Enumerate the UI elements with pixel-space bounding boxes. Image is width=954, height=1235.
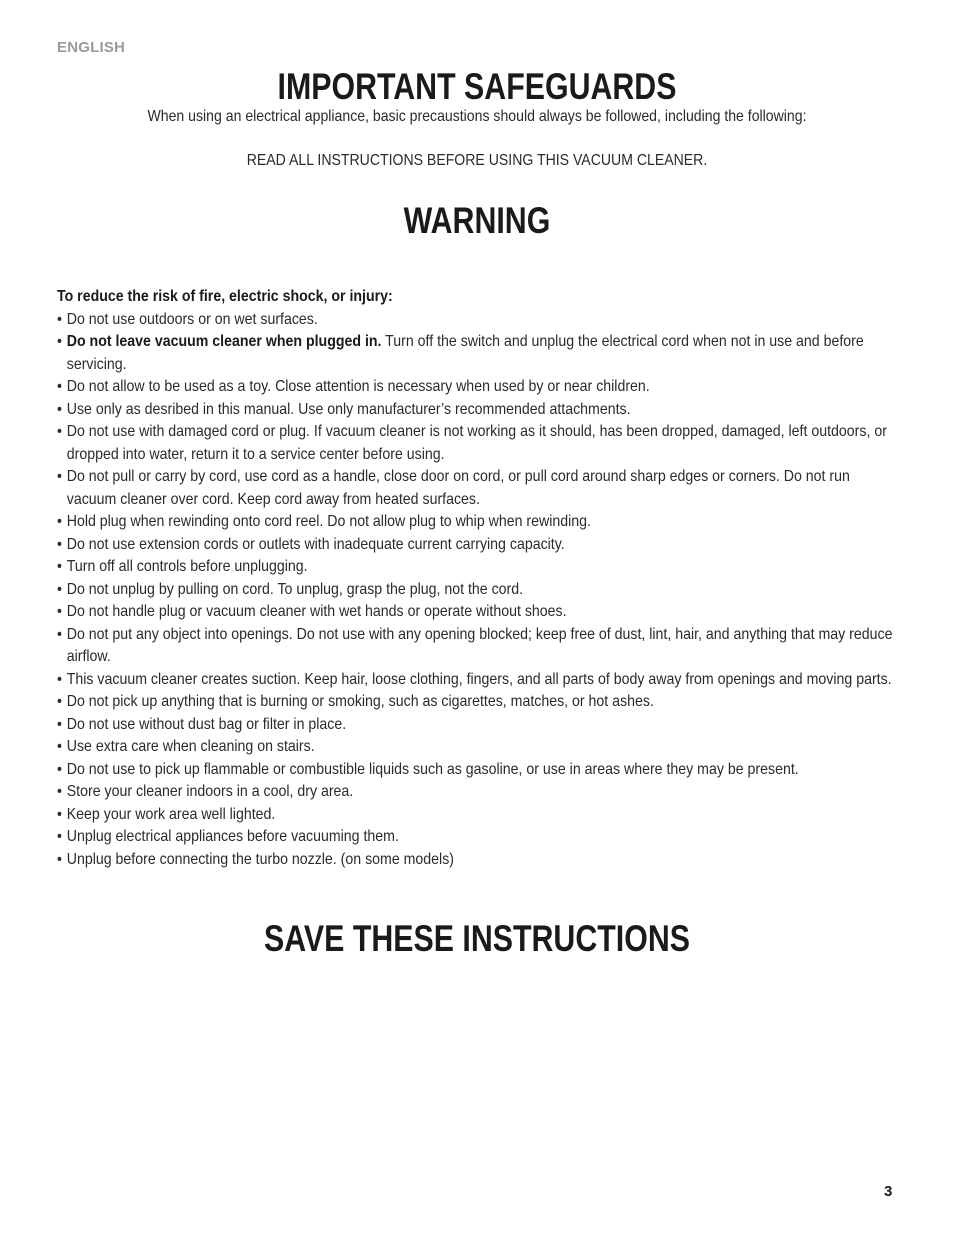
bullet-icon: • <box>57 400 62 418</box>
bullet-icon: • <box>57 603 62 620</box>
bullet-icon: • <box>57 558 62 575</box>
bullet-icon: • <box>57 378 62 395</box>
list-item: • Do not leave vacuum cleaner when plugged in. Turn off the switch and unplug the electrical cord when not in use and before servicing. <box>57 333 864 373</box>
list-item: • Do not pick up anything that is burning or smoking, such as cigarettes, matches, or hot ashes. <box>57 691 893 714</box>
list-item: • Do not pull or carry by cord, use cord as a handle, close door on cord, or pull cord around sharp edges or corners. Do not run vacuum cleaner over cord. Keep cord away from heated surfaces. <box>57 468 850 508</box>
bullet-icon: • <box>57 580 62 598</box>
list-item: • Do not put any object into openings. Do not use with any opening blocked; keep free of dust, lint, hair, and anything that may reduce airflow. <box>57 625 893 665</box>
list-item: • Use extra care when cleaning on stairs. <box>57 736 893 759</box>
bullet-icon: • <box>57 625 62 643</box>
list-item: • Do not use with damaged cord or plug. If vacuum cleaner is not working as it should, has been dropped, damaged, left outdoors, or dropped into water, return it to a service center before using. <box>57 423 887 463</box>
list-item: • Turn off all controls before unplugging. <box>57 556 893 579</box>
bullet-icon: • <box>57 670 62 688</box>
list-item: • Hold plug when rewinding onto cord reel. Do not allow plug to whip when rewinding. <box>57 511 893 534</box>
list-item: • Do not handle plug or vacuum cleaner with wet hands or operate without shoes. <box>57 601 893 624</box>
list-item: • This vacuum cleaner creates suction. Keep hair, loose clothing, fingers, and all parts of body away from openings and moving parts. <box>57 669 893 692</box>
bullet-icon: • <box>57 850 62 868</box>
list-item: • Do not allow to be used as a toy. Close attention is necessary when used by or near children. <box>57 376 893 399</box>
bullet-icon: • <box>57 805 62 823</box>
warning-heading: WARNING <box>403 200 551 241</box>
bullet-icon: • <box>57 468 62 485</box>
save-instructions-heading: SAVE THESE INSTRUCTIONS <box>264 918 690 959</box>
page-title: IMPORTANT SAFEGUARDS <box>277 66 677 107</box>
bullet-icon: • <box>57 828 62 845</box>
bullet-icon: • <box>57 423 62 440</box>
bullet-icon: • <box>57 715 62 733</box>
list-item: • Do not use to pick up flammable or combustible liquids such as gasoline, or use in areas where they may be present. <box>57 759 893 782</box>
list-item: • Do not use without dust bag or filter in place. <box>57 714 893 737</box>
warning-list <box>57 309 893 872</box>
list-item: • Use only as desribed in this manual. Use only manufacturer’s recommended attachments. <box>57 399 893 422</box>
warning-section <box>57 286 893 871</box>
bullet-icon: • <box>57 693 62 710</box>
language-label: ENGLISH <box>57 39 126 56</box>
emphasis-text: Do not leave vacuum cleaner when plugged in. <box>66 333 382 350</box>
bullet-icon: • <box>57 760 62 778</box>
bullet-icon: • <box>57 333 62 350</box>
bullet-icon: • <box>57 535 62 553</box>
page-number: 3 <box>884 1183 893 1200</box>
list-item: • Do not use extension cords or outlets with inadequate current carrying capacity. <box>57 534 893 557</box>
bullet-icon: • <box>57 513 62 530</box>
list-item: • Unplug electrical appliances before vacuuming them. <box>57 826 893 849</box>
list-item: • Store your cleaner indoors in a cool, dry area. <box>57 781 893 804</box>
list-item: • Unplug before connecting the turbo nozzle. (on some models) <box>57 849 893 872</box>
warning-lead: To reduce the risk of fire, electric shock, or injury: <box>57 288 393 305</box>
bullet-icon: • <box>57 310 62 328</box>
bullet-icon: • <box>57 738 62 755</box>
bullet-icon: • <box>57 783 62 800</box>
list-item: • Do not unplug by pulling on cord. To unplug, grasp the plug, not the cord. <box>57 579 893 602</box>
list-item: • Do not use outdoors or on wet surfaces. <box>57 309 893 332</box>
list-item: • Keep your work area well lighted. <box>57 804 893 827</box>
intro-text: When using an electrical appliance, basic precaustions should always be followed, including the following: <box>147 108 807 125</box>
read-instructions-notice: READ ALL INSTRUCTIONS BEFORE USING THIS VACUUM CLEANER. <box>246 152 708 169</box>
